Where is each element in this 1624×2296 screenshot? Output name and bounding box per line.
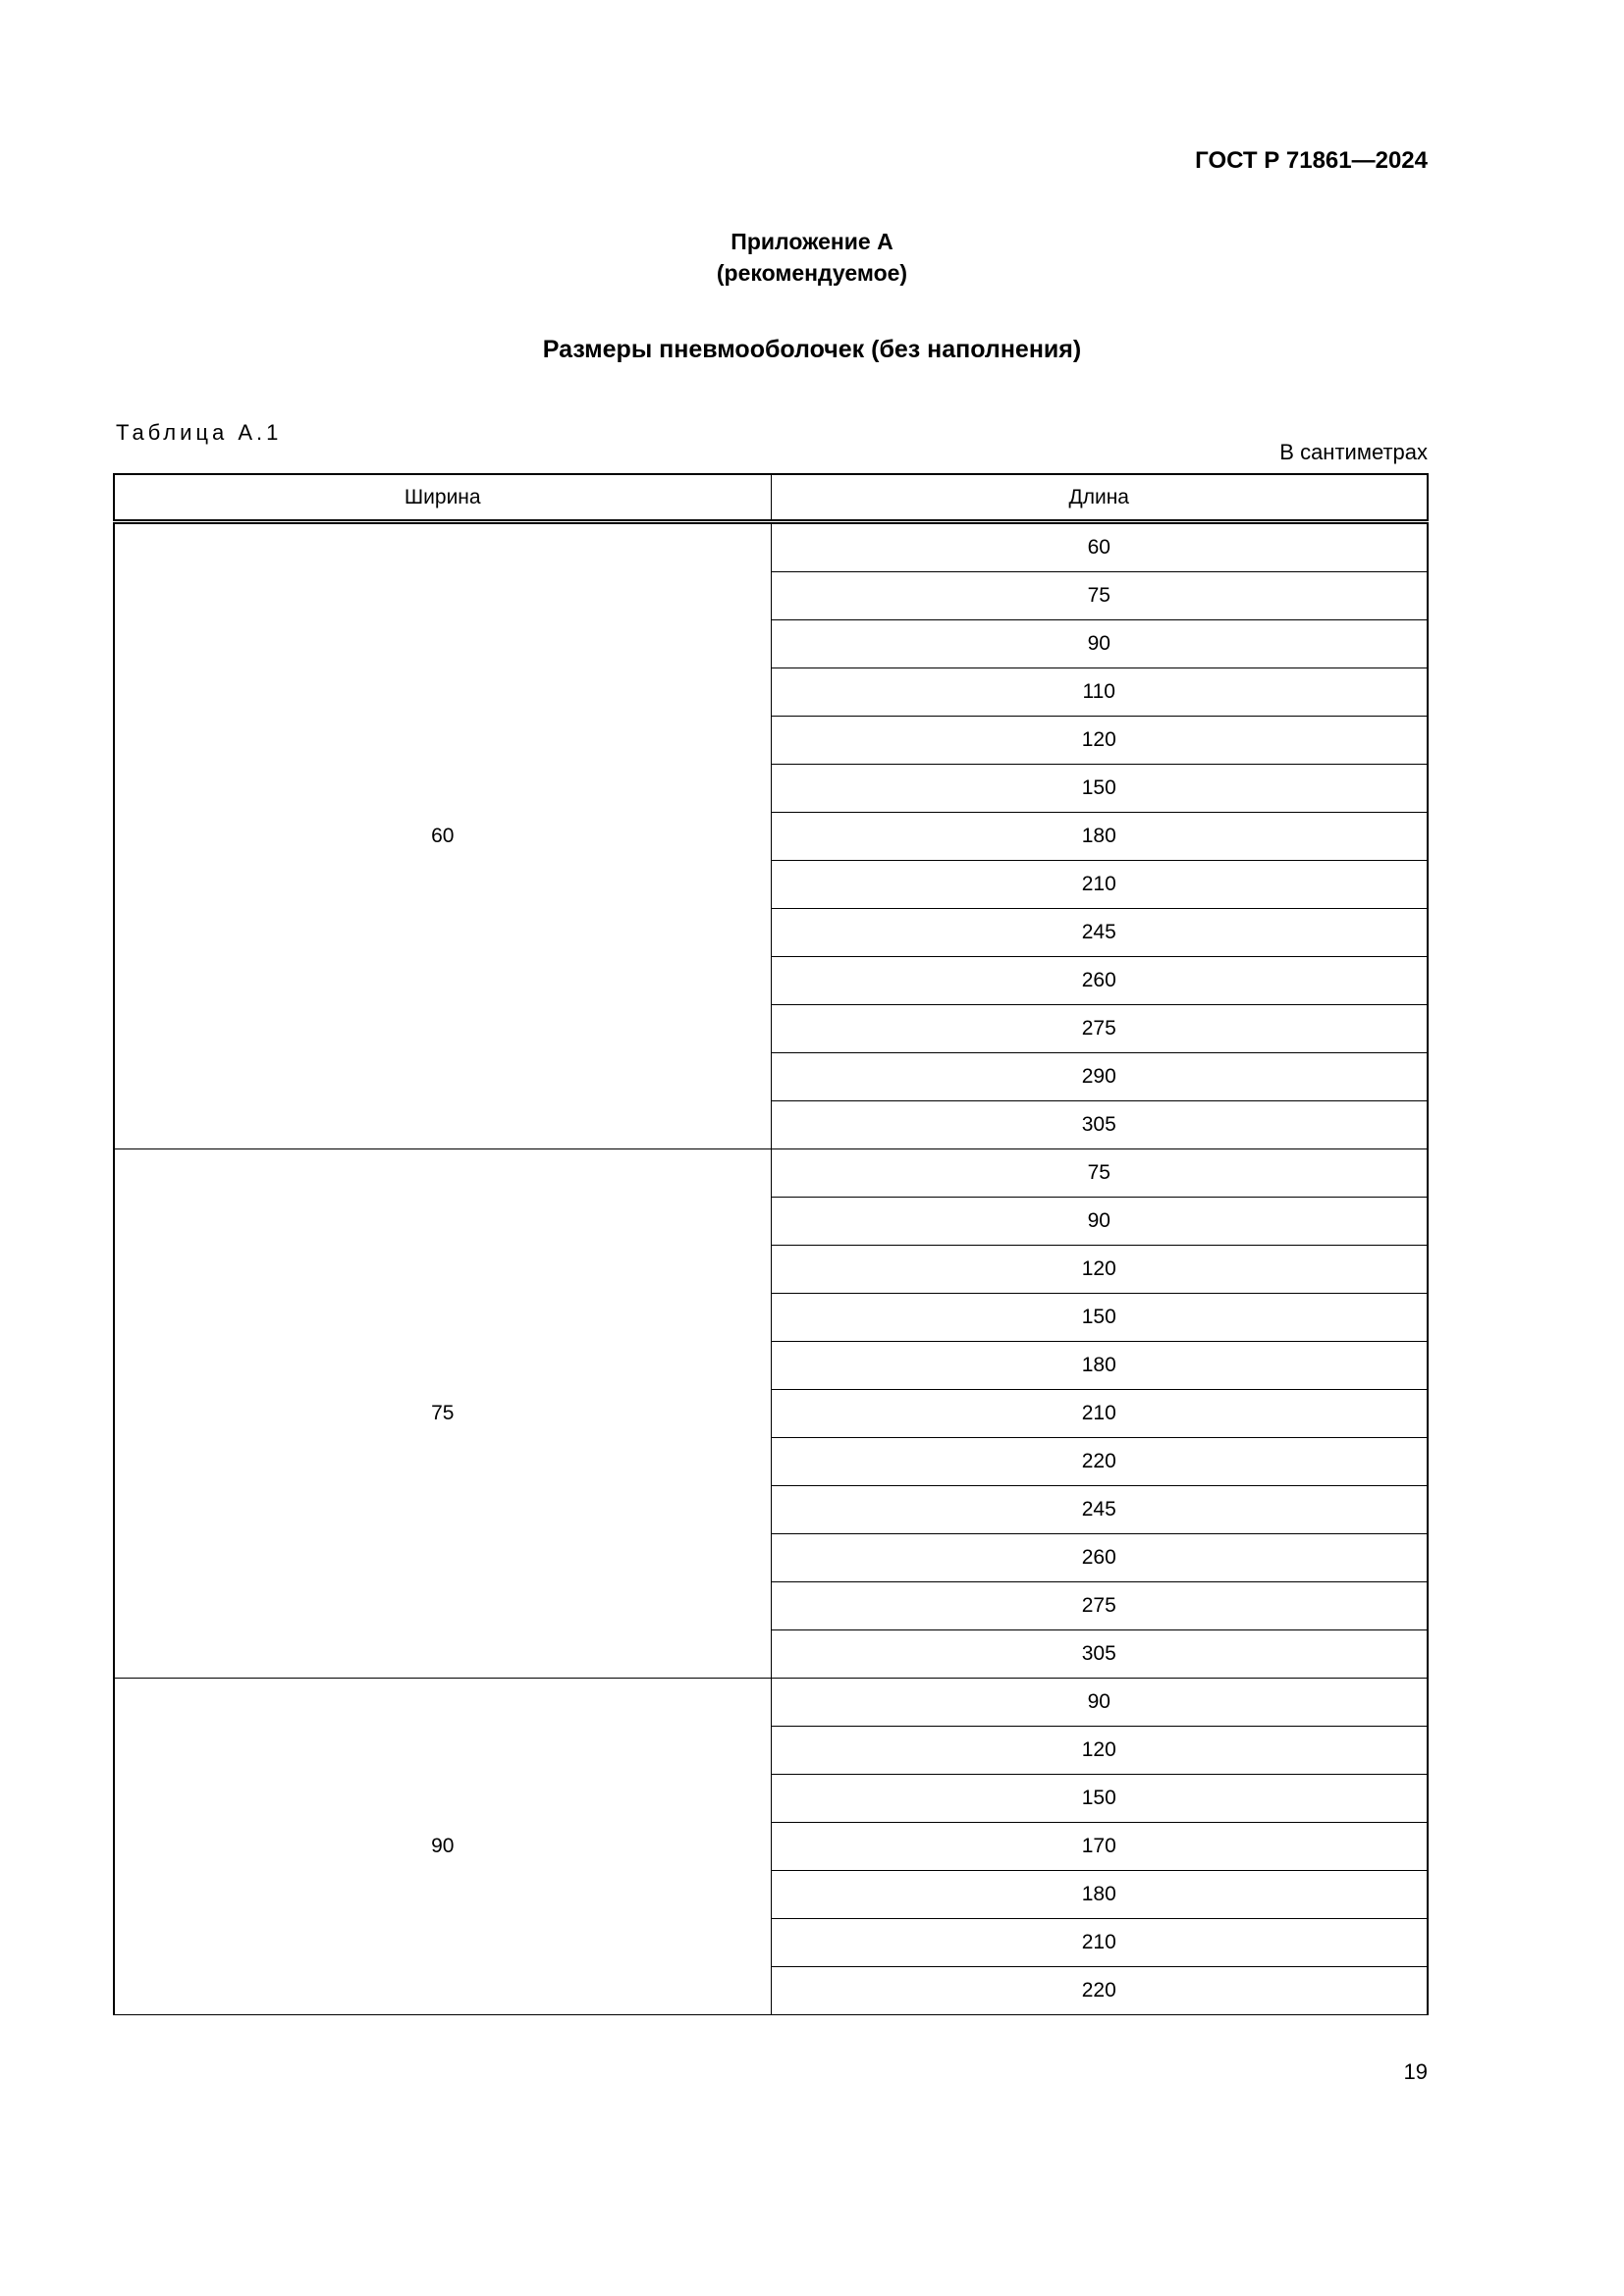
length-cell: 290 (771, 1053, 1428, 1101)
length-cell: 90 (771, 1679, 1428, 1727)
width-cell: 90 (114, 1679, 771, 2015)
page-title: Размеры пневмооболочек (без наполнения) (542, 336, 1082, 363)
length-cell: 260 (771, 957, 1428, 1005)
length-cell: 75 (771, 1149, 1428, 1198)
width-cell: 60 (114, 522, 771, 1149)
size-table (113, 473, 1429, 2015)
size-table-head (114, 474, 1428, 522)
table-row (114, 1149, 1428, 1198)
table-label: Таблица А.1 (116, 420, 283, 445)
length-cell: 305 (771, 1630, 1428, 1679)
length-cell: 180 (771, 1871, 1428, 1919)
length-cell: 60 (771, 522, 1428, 572)
length-cell: 120 (771, 1727, 1428, 1775)
length-cell: 305 (771, 1101, 1428, 1149)
length-cell: 220 (771, 1438, 1428, 1486)
length-cell: 245 (771, 909, 1428, 957)
length-cell: 210 (771, 861, 1428, 909)
table-row (114, 1679, 1428, 1727)
table-row (114, 522, 1428, 572)
length-cell: 150 (771, 765, 1428, 813)
length-cell: 180 (771, 813, 1428, 861)
length-cell: 90 (771, 620, 1428, 668)
width-cell: 75 (114, 1149, 771, 1679)
column-header-width: Ширина (114, 474, 771, 522)
length-cell: 75 (771, 572, 1428, 620)
length-cell: 220 (771, 1967, 1428, 2015)
column-header-length: Длина (771, 474, 1428, 522)
header-row (114, 474, 1428, 522)
length-cell: 245 (771, 1486, 1428, 1534)
appendix-subtitle: (рекомендуемое) (716, 260, 908, 287)
length-cell: 120 (771, 717, 1428, 765)
length-cell: 150 (771, 1775, 1428, 1823)
length-cell: 180 (771, 1342, 1428, 1390)
length-cell: 275 (771, 1582, 1428, 1630)
length-cell: 210 (771, 1919, 1428, 1967)
page-number: 19 (1403, 2059, 1428, 2084)
units-note: В сантиметрах (1279, 440, 1428, 464)
length-cell: 120 (771, 1246, 1428, 1294)
length-cell: 170 (771, 1823, 1428, 1871)
length-cell: 275 (771, 1005, 1428, 1053)
length-cell: 210 (771, 1390, 1428, 1438)
length-cell: 90 (771, 1198, 1428, 1246)
length-cell: 110 (771, 668, 1428, 717)
appendix-block (0, 226, 1624, 289)
size-table-body (114, 522, 1428, 2015)
length-cell: 150 (771, 1294, 1428, 1342)
document-header: ГОСТ Р 71861—2024 (1195, 147, 1428, 174)
length-cell: 260 (771, 1534, 1428, 1582)
appendix-title: Приложение А (731, 229, 893, 254)
